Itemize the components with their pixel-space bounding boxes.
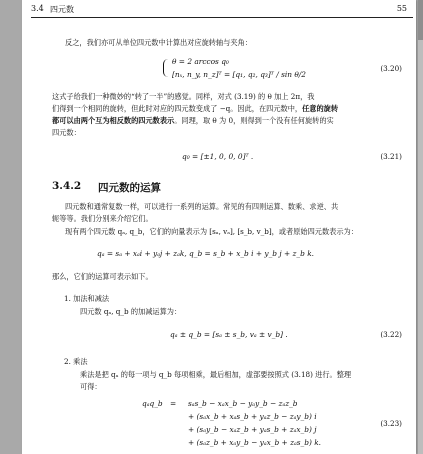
scrollbar-thumb[interactable] [418, 0, 423, 40]
item1-text: 四元数 qₐ, q_b 的加减运算为： [80, 307, 182, 316]
viewer-scrollbar[interactable] [418, 0, 423, 454]
eq323-lhs: qₐq_b [142, 399, 163, 408]
para2-line2: 轭等等。我们分别来介绍它们。 [52, 214, 153, 223]
section-title: 四元数的运算 [98, 182, 161, 194]
eq323-line4: + (sₐz_b + xₐy_b − yₐx_b + zₐs_b) k. [188, 438, 322, 447]
item2-text-line2: 可得： [80, 382, 102, 391]
eq322-number: (3.22) [380, 330, 402, 339]
bold-emphasis: 任意的旋转 [302, 104, 339, 113]
para2-line1: 四元数和通常复数一样，可以进行一系列的运算。常见的有四则运算、数乘、求逆、共 [65, 202, 339, 211]
eq323-line3: + (sₐy_b − xₐz_b + yₐs_b + zₐx_b) j [188, 425, 317, 434]
para1-line4: 四元数： [52, 128, 81, 137]
eq320-line1: θ = 2 arccos q₀ [172, 57, 229, 66]
para1-line1: 这式子给我们一种微妙的“转了一半”的感觉。同样，对式 (3.19) 的 θ 加上 2π，我 [52, 92, 315, 101]
eq321-number: (3.21) [380, 152, 402, 161]
eq323-line2: + (sₐx_b + xₐs_b + yₐz_b − zₐy_b) i [188, 412, 317, 421]
intro-text: 反之，我们亦可从单位四元数中计算出对应旋转轴与夹角： [65, 38, 252, 47]
header-section-title: 四元数 [50, 5, 74, 14]
item1-label: 1. 加法和减法 [64, 294, 110, 303]
para3-text: 现有两个四元数 qₐ, q_b，它们的向量表示为 [sₐ, vₐ], [s_b, v_b]，或者原始四元数表示为： [65, 227, 358, 236]
bold-emphasis: 都可以由两个互为相反数的四元数表示 [52, 116, 175, 125]
eq323-line1: sₐs_b − xₐx_b − yₐy_b − zₐz_b [188, 399, 298, 408]
eq320-line2: [nₓ, n_y, n_z]ᵀ = [q₁, q₂, q₃]ᵀ / sin θ/2 [172, 70, 306, 79]
item2-label: 2. 乘法 [64, 357, 88, 366]
header-section-number: 3.4 [31, 4, 44, 13]
eq321-body: q₀ = [±1, 0, 0, 0]ᵀ . [182, 152, 254, 161]
header-rule [31, 17, 413, 18]
para1-line3: 都可以由两个互为相反数的四元数表示。同理，取 θ 为 0，则得到一个没有任何旋转的实 [52, 116, 334, 125]
eq323-equals: = [170, 399, 177, 408]
item2-text-line1: 乘法是把 qₐ 的每一项与 q_b 每项相乘，最后相加，虚部要按照式 (3.18) 进行。整理 [80, 370, 352, 379]
header-page-number: 55 [396, 4, 407, 13]
eq322-body: qₐ ± q_b = [sₐ ± s_b, vₐ ± v_b] . [170, 330, 288, 339]
section-number: 3.4.2 [52, 180, 82, 192]
eq323-number: (3.23) [380, 419, 402, 428]
eq320-number: (3.20) [380, 64, 402, 73]
equation-brace [163, 59, 170, 77]
pdf-page [22, 0, 416, 454]
para1-line2: 们得到一个相同的旋转，但此时对应的四元数变成了 −q。因此，在四元数中，任意的旋转 [52, 104, 339, 113]
eq-quaternion-definition: qₐ = sₐ + xₐi + yₐj + zₐk, q_b = s_b + x_b i + y_b j + z_b k. [97, 249, 315, 258]
para4-text: 那么，它们的运算可表示如下。 [52, 272, 153, 281]
